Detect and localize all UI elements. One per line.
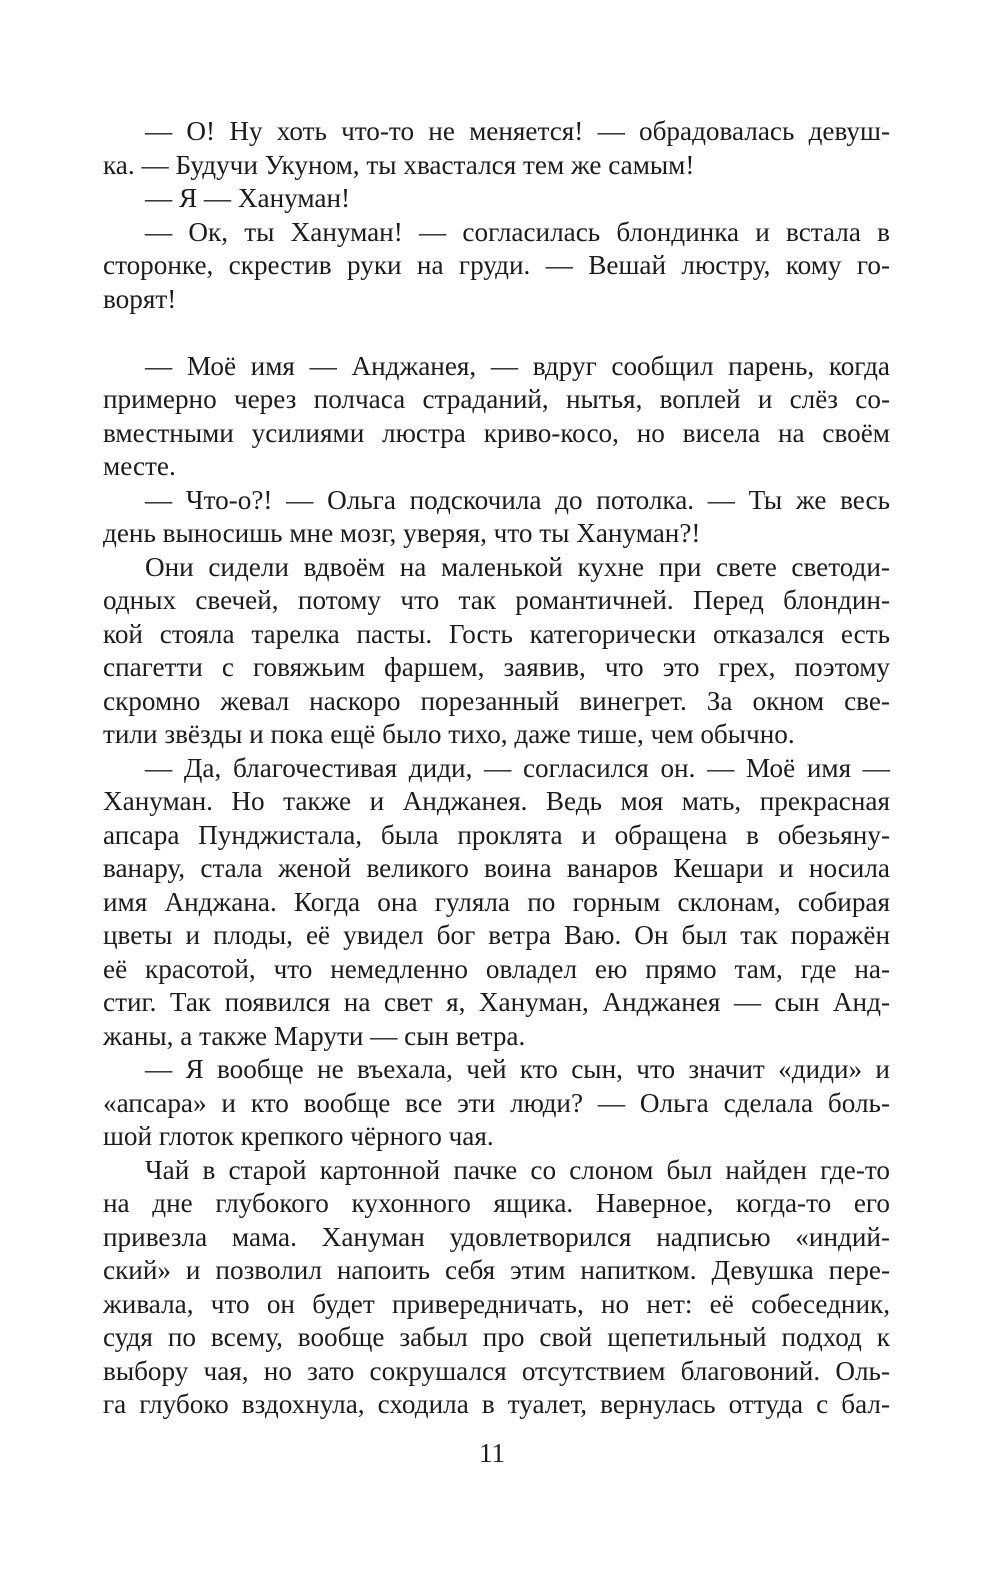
text-line: ворят! [103,283,177,314]
text-line: — Я вообще не въехала, чей кто сын, что значит «диди» и [145,1054,890,1084]
text-line: имя Анджана. Когда она гуляла по горным склонам, собирая [103,886,890,917]
text-line: месте. [103,451,176,481]
text-line: Они сидели вдвоём на маленькой кухне при свете светоди- [145,551,890,582]
text-line: спагетти с говяжьим фаршем, заявив, что это грех, поэтому [103,652,890,682]
page-body-text [103,115,890,1422]
text-line: апсара Пунджистала, была проклята и обращена в обезьяну- [103,819,890,850]
text-line: выбору чая, но зато сокрушался отсутствием благовоний. Оль- [103,1355,890,1386]
text-line: — О! Ну хоть что-то не меняется! — обрадовалась девуш- [145,116,890,146]
text-line: привезла мама. Хануман удовлетворился надписью «индий- [103,1221,890,1252]
text-line: ский» и позволил напоить себя этим напитком. Девушка пере- [103,1255,890,1285]
text-line: кой стояла тарелка пасты. Гость категорически отказался есть [103,618,890,649]
text-line: га глубоко вздохнула, сходила в туалет, вернулась оттуда с бал- [103,1389,890,1419]
text-line: ванару, стала женой великого воина ванаров Кешари и носила [103,853,890,883]
text-line: «апсара» и кто вообще все эти люди? — Ольга сделала боль- [103,1087,890,1118]
text-line: вместными усилиями люстра криво-косо, но висела на своём [103,417,890,448]
text-line: на дне глубокого кухонного ящика. Наверное, когда-то его [103,1188,890,1218]
page-number: 11 [479,1438,505,1468]
text-line: тили звёзды и пока ещё было тихо, даже тише, чем обычно. [103,719,795,749]
text-line: — Я — Хануман! [145,183,351,213]
section-break [103,316,890,350]
text-line: — Да, благочестивая диди, — согласился он. — Моё имя — [145,752,890,783]
text-line: Хануман. Но также и Анджанея. Ведь моя мать, прекрасная [103,786,890,816]
text-line: стиг. Так появился на свет я, Хануман, Анджанея — сын Анд- [103,987,890,1017]
text-line: — Ок, ты Хануман! — согласилась блондинка и встала в [145,216,890,247]
text-line: — Что-о?! — Ольга подскочила до потолка. — Ты же весь [145,484,890,515]
text-line: жаны, а также Марути — сын ветра. [103,1020,526,1051]
text-line: сторонке, скрестив руки на груди. — Вешай люстру, кому го- [103,250,890,280]
text-line: одных свечей, потому что так романтичней. Перед блондин- [103,585,890,615]
text-line: цветы и плоды, её увидел бог ветра Ваю. Он был так поражён [103,920,890,950]
text-line: судя по всему, вообще забыл про свой щепетильный подход к [103,1322,890,1352]
text-line: ка. — Будучи Укуном, ты хвастался тем же самым! [103,149,695,180]
text-line: скромно жевал наскоро порезанный винегрет. За окном све- [103,685,890,716]
text-line: — Моё имя — Анджанея, — вдруг сообщил парень, когда [145,350,890,381]
text-line: шой глоток крепкого чёрного чая. [103,1121,494,1151]
text-line: день выносишь мне мозг, уверяя, что ты Хануман?! [103,518,701,548]
text-line: примерно через полчаса страданий, нытья, воплей и слёз со- [103,384,890,414]
text-line: Чай в старой картонной пачке со слоном был найден где-то [145,1154,890,1185]
text-line: живала, что он будет привередничать, но нет: её собеседник, [103,1288,890,1319]
text-line: её красотой, что немедленно овладел ею прямо там, где на- [103,953,890,984]
